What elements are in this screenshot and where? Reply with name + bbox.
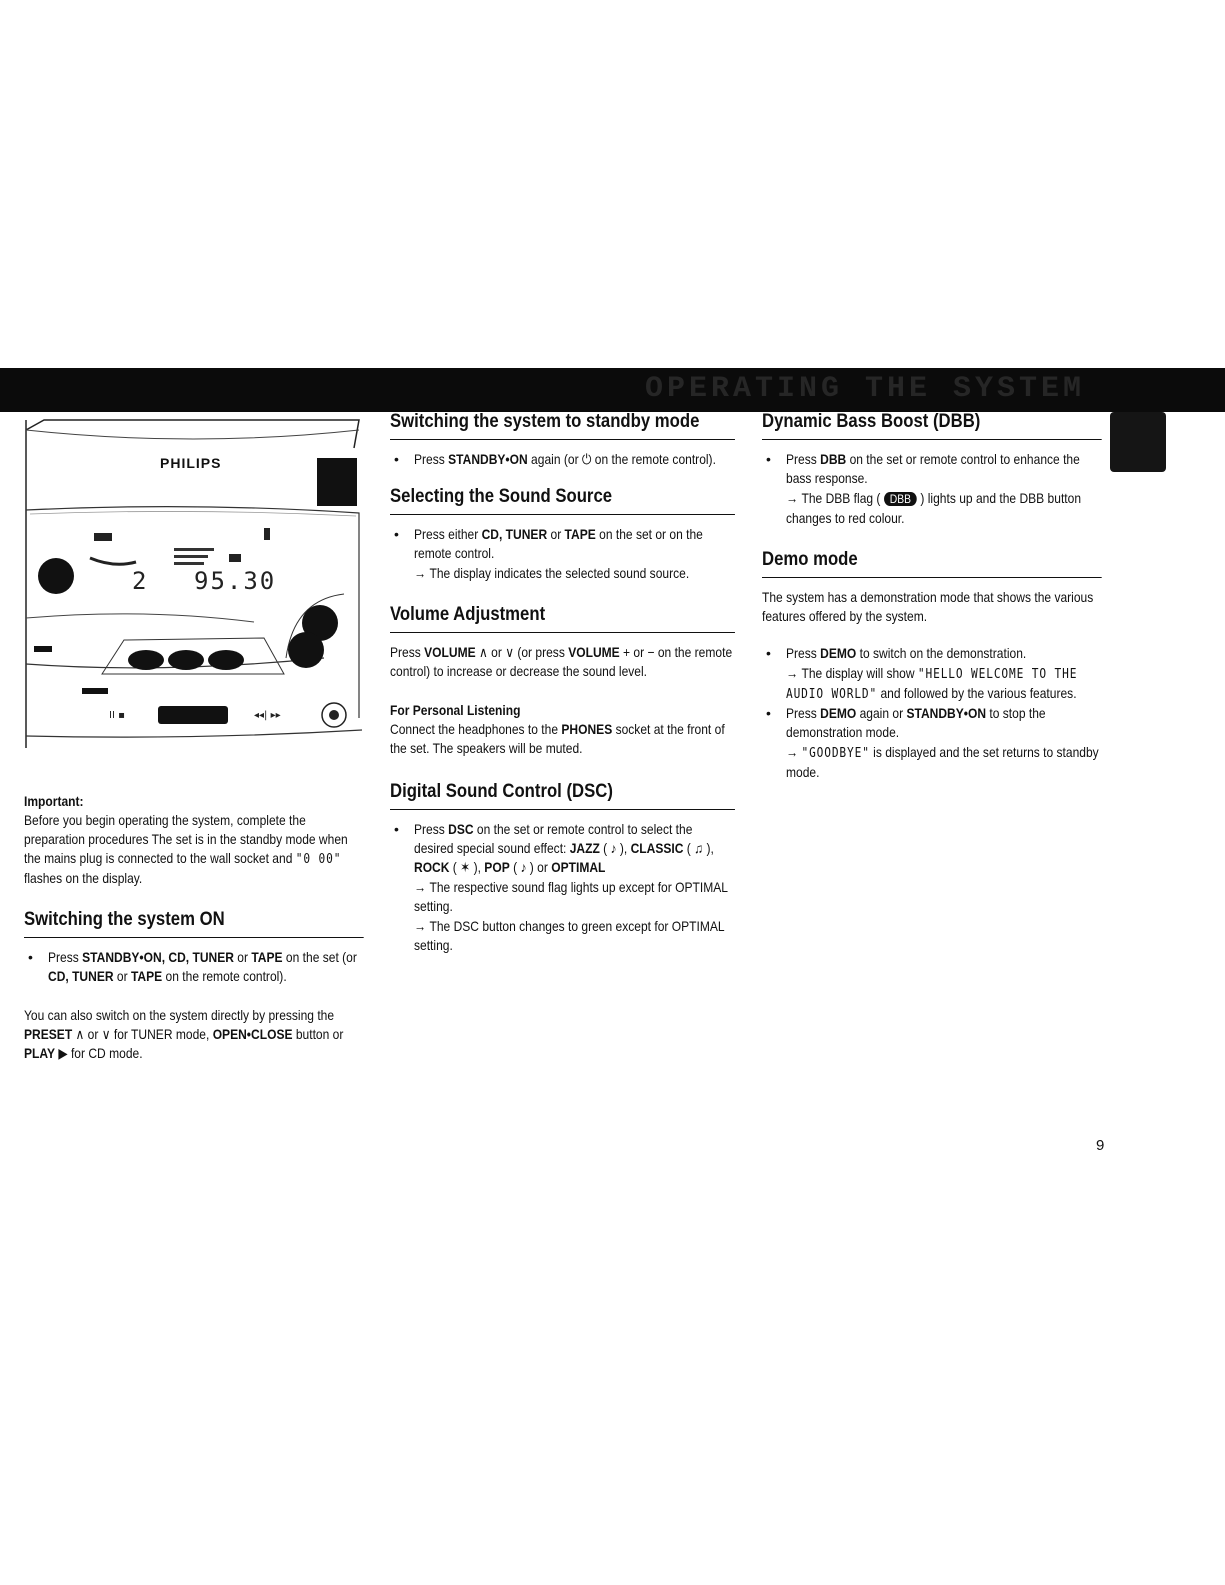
demo-list — [762, 644, 1102, 663]
text: ) lights up and the DBB button changes to red colour. — [786, 490, 1082, 526]
text: Press — [414, 821, 449, 837]
dbb-result — [762, 489, 1102, 528]
demo-result-2 — [762, 743, 1102, 782]
demo-result-1 — [762, 664, 1102, 704]
text: Connect the headphones to the — [390, 721, 562, 737]
volume-heading: Volume Adjustment — [390, 603, 735, 633]
display-readout: "HELLO WELCOME TO THE AUDIO WORLD" — [786, 667, 1078, 702]
switch-on-list — [24, 948, 364, 986]
text: + or − on the remote control) to increase or decrease the sound level. — [390, 644, 733, 679]
text: to stop the demonstration mode. — [786, 705, 1046, 740]
key-label: PRESET — [24, 1026, 73, 1042]
text: The display indicates the selected sound source. — [429, 565, 690, 581]
dbb-item — [762, 450, 1102, 488]
button-left — [128, 650, 164, 670]
text: to switch on the demonstration. — [856, 645, 1027, 661]
text: on the set or remote control to select the desired special sound effect: — [414, 821, 693, 856]
key-label: PHONES — [561, 721, 613, 737]
text: or — [233, 949, 252, 965]
text: The display will show — [801, 665, 918, 681]
arrow-icon: → — [414, 879, 427, 895]
text: button or — [292, 1026, 344, 1042]
key-label: DEMO — [820, 705, 857, 721]
standby-knob — [38, 558, 74, 594]
standby-heading: Switching the system to standby mode — [390, 410, 735, 440]
dsc-item — [390, 820, 735, 877]
text: Press — [414, 451, 449, 467]
text: Press — [786, 451, 821, 467]
switch-on-heading: Switching the system ON — [24, 908, 364, 938]
text: on the set or remote control to enhance the bass response. — [786, 451, 1080, 486]
section-title: OPERATING THE SYSTEM — [644, 372, 1085, 406]
dsc-result-1 — [390, 878, 735, 916]
left-column — [24, 792, 364, 1063]
key-label: PLAY — [24, 1045, 56, 1061]
standby-list — [390, 450, 735, 469]
text: You can also switch on the system directly by pressing the — [24, 1007, 335, 1023]
text: Press — [786, 705, 821, 721]
source-result — [390, 564, 735, 583]
dsc-heading: Digital Sound Control (DSC) — [390, 780, 735, 810]
key-label: VOLUME — [424, 644, 476, 660]
text: ∧ or ∨ for TUNER mode, — [72, 1026, 213, 1042]
text: on the set (or — [282, 949, 357, 965]
text: ( ♪ ) or — [509, 859, 552, 875]
key-label: CD, TUNER — [481, 526, 548, 542]
svg-text:II ▪: II ▪ — [109, 710, 125, 721]
device-frequency-readout: 95.30 — [194, 567, 277, 595]
important-text: Before you begin operating the system, complete the preparation procedures The set is in the standby mode when the mains plug is connected to the wall socket and — [24, 812, 348, 866]
button-right — [208, 650, 244, 670]
key-label: DSC — [448, 821, 474, 837]
text: or — [113, 968, 131, 984]
cd-tray-button — [158, 706, 228, 724]
arrow-icon: → — [786, 744, 799, 760]
text: The respective sound flag lights up except for OPTIMAL setting. — [414, 879, 728, 914]
key-label: POP — [484, 859, 510, 875]
key-label: CD, TUNER — [48, 968, 114, 984]
key-label: VOLUME — [568, 644, 620, 660]
demo-text — [762, 588, 1102, 626]
top-lid-block — [317, 458, 357, 506]
source-list — [390, 525, 735, 563]
source-item — [390, 525, 735, 563]
important-heading: Important: — [24, 793, 84, 809]
arrow-icon: → — [414, 565, 427, 581]
key-label: TAPE — [251, 949, 283, 965]
important-tail: flashes on the display. — [24, 870, 143, 886]
key-label: JAZZ — [569, 840, 600, 856]
source-heading: Selecting the Sound Source — [390, 485, 735, 515]
svg-text:◂◂| ▸▸: ◂◂| ▸▸ — [254, 710, 281, 721]
demo-item-2 — [762, 704, 1102, 742]
demo-list-2 — [762, 704, 1102, 742]
phones-socket — [329, 710, 339, 720]
text: ( ♫ ), — [683, 840, 714, 856]
text: Press — [390, 644, 425, 660]
text: or — [547, 526, 565, 542]
text: The DSC button changes to green except for OPTIMAL setting. — [414, 918, 725, 953]
device-preset-readout: 2 — [132, 567, 147, 595]
page-number: 9 — [1096, 1137, 1105, 1154]
text: Press — [786, 645, 821, 661]
right-column — [762, 410, 1102, 782]
key-label: OPTIMAL — [551, 859, 606, 875]
display-readout: "GOODBYE" — [801, 746, 870, 761]
text: ▶ for CD mode. — [55, 1045, 143, 1061]
key-label: OPEN•CLOSE — [212, 1026, 293, 1042]
text: is displayed and the set returns to standby mode. — [786, 744, 1099, 780]
arrow-icon: → — [786, 490, 799, 506]
key-label: DEMO — [820, 645, 857, 661]
arrow-icon: → — [786, 665, 799, 681]
dsc-list — [390, 820, 735, 877]
text: and followed by the various features. — [877, 685, 1077, 701]
switch-on-item — [24, 948, 364, 986]
direct-switch-text — [24, 1006, 364, 1063]
personal-listening-block — [390, 701, 735, 758]
important-block — [24, 792, 364, 888]
arrow-icon: → — [414, 918, 427, 934]
key-label: ROCK — [414, 859, 450, 875]
text: Press either — [414, 526, 482, 542]
text: on the remote control). — [162, 968, 287, 984]
key-label: STANDBY•ON — [906, 705, 987, 721]
key-label: STANDBY•ON — [448, 451, 528, 467]
key-label: TAPE — [564, 526, 596, 542]
text: again (or ⏻ on the remote control). — [527, 451, 716, 467]
text: Press — [48, 949, 83, 965]
text: ∧ or ∨ (or press — [475, 644, 569, 660]
demo-heading: Demo mode — [762, 548, 1102, 578]
personal-listening-heading: For Personal Listening — [390, 702, 521, 718]
dbb-flag-icon: DBB — [884, 492, 917, 506]
key-label: TAPE — [130, 968, 163, 984]
demo-item-1 — [762, 644, 1102, 663]
middle-column — [390, 410, 735, 955]
text: again or — [856, 705, 907, 721]
key-label: STANDBY•ON, CD, TUNER — [82, 949, 234, 965]
text: ( ♪ ), — [599, 840, 631, 856]
volume-knob-lower — [288, 632, 324, 668]
text: The DBB flag ( — [801, 490, 884, 506]
text: The system has a demonstration mode that shows the various features offered by the system. — [762, 589, 1094, 624]
key-label: DBB — [820, 451, 847, 467]
text: ( ✶ ), — [449, 859, 485, 875]
text: on the set or on the remote control. — [414, 526, 703, 561]
key-label: CLASSIC — [630, 840, 684, 856]
dbb-heading: Dynamic Bass Boost (DBB) — [762, 410, 1102, 440]
important-display-readout: "0 00" — [295, 852, 342, 867]
device-brand-label: PHILIPS — [160, 455, 222, 471]
button-center — [168, 650, 204, 670]
standby-item — [390, 450, 735, 469]
text: socket at the front of the set. The speakers will be muted. — [390, 721, 725, 756]
dsc-result-2 — [390, 917, 735, 955]
dbb-list — [762, 450, 1102, 488]
volume-text — [390, 643, 735, 681]
